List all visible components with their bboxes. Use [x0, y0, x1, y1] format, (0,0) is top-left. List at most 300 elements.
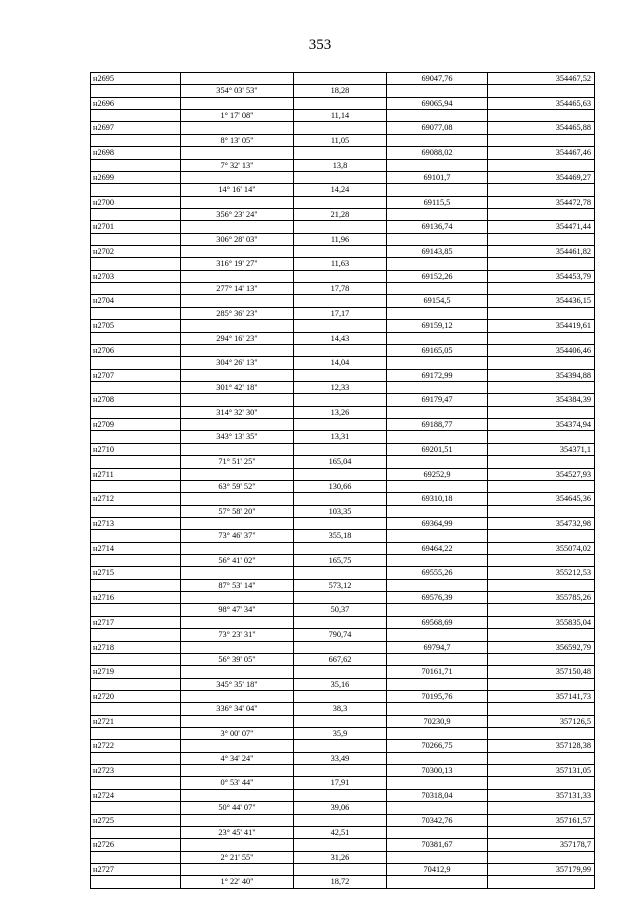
y-coordinate: 354527,93 [487, 469, 595, 480]
y-coordinate: 357141,73 [487, 691, 595, 702]
point-name: н2709 [90, 419, 180, 430]
distance-empty [293, 147, 386, 158]
distance: 42,51 [293, 827, 386, 838]
y-coordinate: 354467,52 [487, 73, 595, 84]
measurement-row [90, 282, 595, 294]
point-row [90, 393, 595, 405]
point-empty [90, 827, 180, 838]
x-coordinate: 69101,7 [386, 172, 487, 183]
y-coordinate: 356592,79 [487, 642, 595, 653]
x-coordinate: 69088,02 [386, 147, 487, 158]
measurement-row [90, 702, 595, 714]
measurement-row [90, 480, 595, 492]
angle-empty [180, 73, 293, 84]
x-empty [386, 110, 487, 121]
direction-angle: 294° 16' 23" [180, 333, 293, 344]
point-row [90, 294, 595, 306]
distance: 14,04 [293, 357, 386, 368]
measurement-row [90, 603, 595, 615]
point-name: н2724 [90, 790, 180, 801]
point-name: н2705 [90, 320, 180, 331]
angle-empty [180, 320, 293, 331]
y-empty [487, 506, 595, 517]
point-row [90, 97, 595, 109]
x-empty [386, 357, 487, 368]
y-coordinate: 354453,79 [487, 271, 595, 282]
y-empty [487, 753, 595, 764]
point-row [90, 863, 595, 875]
measurement-row [90, 579, 595, 591]
point-empty [90, 431, 180, 442]
y-empty [487, 530, 595, 541]
measurement-row [90, 307, 595, 319]
angle-empty [180, 617, 293, 628]
x-coordinate: 69172,99 [386, 370, 487, 381]
angle-empty [180, 221, 293, 232]
x-empty [386, 382, 487, 393]
x-empty [386, 333, 487, 344]
direction-angle: 316° 19' 27" [180, 258, 293, 269]
x-coordinate: 70342,76 [386, 815, 487, 826]
angle-empty [180, 493, 293, 504]
measurement-row [90, 257, 595, 269]
y-coordinate: 354371,1 [487, 444, 595, 455]
x-empty [386, 827, 487, 838]
x-coordinate: 69464,22 [386, 543, 487, 554]
angle-empty [180, 295, 293, 306]
measurement-row [90, 233, 595, 245]
x-coordinate: 69568,69 [386, 617, 487, 628]
point-empty [90, 629, 180, 640]
y-coordinate: 355785,26 [487, 592, 595, 603]
direction-angle: 23° 45' 41" [180, 827, 293, 838]
measurement-row [90, 208, 595, 220]
y-empty [487, 679, 595, 690]
distance: 11,63 [293, 258, 386, 269]
distance: 38,3 [293, 703, 386, 714]
angle-empty [180, 765, 293, 776]
angle-empty [180, 98, 293, 109]
direction-angle: 56° 39' 05" [180, 654, 293, 665]
distance: 14,43 [293, 333, 386, 344]
y-empty [487, 777, 595, 788]
x-empty [386, 530, 487, 541]
x-empty [386, 258, 487, 269]
distance: 31,26 [293, 852, 386, 863]
distance: 13,31 [293, 431, 386, 442]
angle-empty [180, 543, 293, 554]
point-name: н2702 [90, 246, 180, 257]
y-empty [487, 876, 595, 887]
distance: 18,28 [293, 85, 386, 96]
point-row [90, 517, 595, 529]
y-coordinate: 354374,94 [487, 419, 595, 430]
point-empty [90, 357, 180, 368]
x-empty [386, 431, 487, 442]
distance: 130,66 [293, 481, 386, 492]
point-name: н2708 [90, 394, 180, 405]
direction-angle: 336° 34' 04" [180, 703, 293, 714]
point-row [90, 146, 595, 158]
measurement-row [90, 159, 595, 171]
direction-angle: 98° 47' 34" [180, 604, 293, 615]
angle-empty [180, 642, 293, 653]
direction-angle: 7° 32' 13" [180, 160, 293, 171]
point-empty [90, 160, 180, 171]
point-empty [90, 184, 180, 195]
measurement-row [90, 776, 595, 788]
point-name: н2725 [90, 815, 180, 826]
x-empty [386, 209, 487, 220]
point-empty [90, 135, 180, 146]
x-coordinate: 69794,7 [386, 642, 487, 653]
y-coordinate: 357179,99 [487, 864, 595, 875]
y-empty [487, 555, 595, 566]
point-row [90, 418, 595, 430]
point-empty [90, 580, 180, 591]
point-empty [90, 481, 180, 492]
x-coordinate: 69077,08 [386, 122, 487, 133]
direction-angle: 71° 51' 25" [180, 456, 293, 467]
direction-angle: 345° 35' 18" [180, 679, 293, 690]
distance-empty [293, 691, 386, 702]
y-coordinate: 354467,46 [487, 147, 595, 158]
measurement-row [90, 183, 595, 195]
y-coordinate: 354732,98 [487, 518, 595, 529]
point-empty [90, 852, 180, 863]
y-empty [487, 654, 595, 665]
y-empty [487, 160, 595, 171]
point-name: н2704 [90, 295, 180, 306]
x-empty [386, 481, 487, 492]
x-empty [386, 85, 487, 96]
point-name: н2714 [90, 543, 180, 554]
measurement-row [90, 406, 595, 418]
point-empty [90, 110, 180, 121]
x-coordinate: 69159,12 [386, 320, 487, 331]
point-row [90, 641, 595, 653]
distance-empty [293, 469, 386, 480]
direction-angle: 4° 34' 24" [180, 753, 293, 764]
y-empty [487, 333, 595, 344]
distance: 103,35 [293, 506, 386, 517]
point-row [90, 591, 595, 603]
distance-empty [293, 765, 386, 776]
point-row [90, 764, 595, 776]
measurement-row [90, 381, 595, 393]
measurement-row [90, 134, 595, 146]
point-row [90, 344, 595, 356]
y-empty [487, 407, 595, 418]
distance: 667,62 [293, 654, 386, 665]
distance: 11,96 [293, 234, 386, 245]
point-name: н2722 [90, 740, 180, 751]
point-empty [90, 679, 180, 690]
point-name: н2718 [90, 642, 180, 653]
point-row [90, 542, 595, 554]
point-empty [90, 85, 180, 96]
point-empty [90, 604, 180, 615]
x-empty [386, 629, 487, 640]
distance-empty [293, 122, 386, 133]
y-coordinate: 357131,33 [487, 790, 595, 801]
distance-empty [293, 815, 386, 826]
y-empty [487, 827, 595, 838]
measurement-row [90, 505, 595, 517]
y-coordinate: 354469,27 [487, 172, 595, 183]
point-empty [90, 382, 180, 393]
point-name: н2711 [90, 469, 180, 480]
point-empty [90, 802, 180, 813]
measurement-row [90, 109, 595, 121]
direction-angle: 277° 14' 13" [180, 283, 293, 294]
y-empty [487, 456, 595, 467]
distance-empty [293, 73, 386, 84]
point-name: н2696 [90, 98, 180, 109]
angle-empty [180, 740, 293, 751]
point-empty [90, 876, 180, 887]
direction-angle: 356° 23' 24" [180, 209, 293, 220]
distance: 18,72 [293, 876, 386, 887]
point-empty [90, 728, 180, 739]
angle-empty [180, 370, 293, 381]
distance-empty [293, 518, 386, 529]
x-empty [386, 728, 487, 739]
distance-empty [293, 295, 386, 306]
distance: 11,05 [293, 135, 386, 146]
distance-empty [293, 98, 386, 109]
distance: 17,78 [293, 283, 386, 294]
x-coordinate: 69047,76 [386, 73, 487, 84]
x-coordinate: 69065,94 [386, 98, 487, 109]
point-empty [90, 753, 180, 764]
distance-empty [293, 345, 386, 356]
measurement-row [90, 801, 595, 813]
distance: 33,49 [293, 753, 386, 764]
x-coordinate: 70381,67 [386, 839, 487, 850]
point-row [90, 171, 595, 183]
x-empty [386, 580, 487, 591]
x-empty [386, 679, 487, 690]
angle-empty [180, 864, 293, 875]
direction-angle: 285° 36' 23" [180, 308, 293, 319]
direction-angle: 304° 26' 13" [180, 357, 293, 368]
measurement-row [90, 752, 595, 764]
point-empty [90, 555, 180, 566]
direction-angle: 301° 42' 18" [180, 382, 293, 393]
y-coordinate: 354645,36 [487, 493, 595, 504]
distance-empty [293, 642, 386, 653]
x-coordinate: 69115,5 [386, 197, 487, 208]
x-coordinate: 69179,47 [386, 394, 487, 405]
y-empty [487, 234, 595, 245]
x-empty [386, 160, 487, 171]
distance-empty [293, 666, 386, 677]
measurement-row [90, 356, 595, 368]
y-empty [487, 135, 595, 146]
point-empty [90, 234, 180, 245]
point-row [90, 739, 595, 751]
direction-angle: 1° 17' 08" [180, 110, 293, 121]
y-empty [487, 604, 595, 615]
distance-empty [293, 444, 386, 455]
x-empty [386, 654, 487, 665]
direction-angle: 63° 59' 52" [180, 481, 293, 492]
x-empty [386, 506, 487, 517]
y-empty [487, 580, 595, 591]
distance: 17,17 [293, 308, 386, 319]
y-coordinate: 354384,39 [487, 394, 595, 405]
point-name: н2707 [90, 370, 180, 381]
distance: 165,04 [293, 456, 386, 467]
x-empty [386, 456, 487, 467]
point-row [90, 492, 595, 504]
measurement-row [90, 529, 595, 541]
distance-empty [293, 740, 386, 751]
distance-empty [293, 790, 386, 801]
angle-empty [180, 271, 293, 282]
angle-empty [180, 790, 293, 801]
direction-angle: 3° 00' 07" [180, 728, 293, 739]
point-row [90, 220, 595, 232]
y-coordinate: 357126,5 [487, 716, 595, 727]
y-coordinate: 354465,63 [487, 98, 595, 109]
point-name: н2706 [90, 345, 180, 356]
y-coordinate: 357178,7 [487, 839, 595, 850]
distance-empty [293, 839, 386, 850]
y-coordinate: 354406,46 [487, 345, 595, 356]
x-coordinate: 70318,04 [386, 790, 487, 801]
point-row [90, 121, 595, 133]
angle-empty [180, 394, 293, 405]
measurement-row [90, 875, 595, 888]
y-coordinate: 354465,88 [487, 122, 595, 133]
distance-empty [293, 246, 386, 257]
point-row [90, 468, 595, 480]
y-empty [487, 184, 595, 195]
x-empty [386, 234, 487, 245]
distance-empty [293, 320, 386, 331]
y-coordinate: 354461,82 [487, 246, 595, 257]
y-coordinate: 355074,02 [487, 543, 595, 554]
y-empty [487, 852, 595, 863]
angle-empty [180, 839, 293, 850]
y-empty [487, 85, 595, 96]
x-coordinate: 70230,9 [386, 716, 487, 727]
point-name: н2726 [90, 839, 180, 850]
y-empty [487, 283, 595, 294]
direction-angle: 343° 13' 35" [180, 431, 293, 442]
x-empty [386, 135, 487, 146]
distance-empty [293, 592, 386, 603]
angle-empty [180, 592, 293, 603]
y-empty [487, 728, 595, 739]
x-coordinate: 70300,13 [386, 765, 487, 776]
point-empty [90, 308, 180, 319]
x-coordinate: 69201,51 [386, 444, 487, 455]
point-row [90, 369, 595, 381]
point-name: н2713 [90, 518, 180, 529]
direction-angle: 1° 22' 40" [180, 876, 293, 887]
direction-angle: 56° 41' 02" [180, 555, 293, 566]
point-name: н2719 [90, 666, 180, 677]
distance: 35,9 [293, 728, 386, 739]
point-row [90, 616, 595, 628]
y-coordinate: 357131,05 [487, 765, 595, 776]
point-row [90, 690, 595, 702]
angle-empty [180, 197, 293, 208]
direction-angle: 314° 32' 30" [180, 407, 293, 418]
angle-empty [180, 716, 293, 727]
measurement-row [90, 430, 595, 442]
direction-angle: 73° 23' 31" [180, 629, 293, 640]
point-row [90, 789, 595, 801]
point-row [90, 196, 595, 208]
y-empty [487, 802, 595, 813]
y-coordinate: 355212,53 [487, 567, 595, 578]
point-name: н2720 [90, 691, 180, 702]
point-name: н2723 [90, 765, 180, 776]
point-name: н2700 [90, 197, 180, 208]
distance: 355,18 [293, 530, 386, 541]
x-empty [386, 852, 487, 863]
point-empty [90, 209, 180, 220]
measurement-row [90, 554, 595, 566]
x-empty [386, 876, 487, 887]
angle-empty [180, 518, 293, 529]
distance: 17,91 [293, 777, 386, 788]
measurement-row [90, 826, 595, 838]
point-empty [90, 283, 180, 294]
y-empty [487, 703, 595, 714]
angle-empty [180, 246, 293, 257]
point-name: н2701 [90, 221, 180, 232]
y-empty [487, 431, 595, 442]
point-row [90, 566, 595, 578]
point-row [90, 270, 595, 282]
x-coordinate: 69576,39 [386, 592, 487, 603]
y-empty [487, 258, 595, 269]
point-name: н2710 [90, 444, 180, 455]
y-coordinate: 354471,44 [487, 221, 595, 232]
x-empty [386, 604, 487, 615]
point-name: н2716 [90, 592, 180, 603]
point-name: н2697 [90, 122, 180, 133]
distance: 12,33 [293, 382, 386, 393]
angle-empty [180, 469, 293, 480]
direction-angle: 0° 53' 44" [180, 777, 293, 788]
distance-empty [293, 419, 386, 430]
point-row [90, 665, 595, 677]
point-name: н2703 [90, 271, 180, 282]
distance-empty [293, 864, 386, 875]
x-empty [386, 703, 487, 714]
measurement-row [90, 727, 595, 739]
x-empty [386, 555, 487, 566]
distance-empty [293, 493, 386, 504]
point-empty [90, 456, 180, 467]
x-coordinate: 69154,5 [386, 295, 487, 306]
angle-empty [180, 666, 293, 677]
point-empty [90, 506, 180, 517]
distance-empty [293, 221, 386, 232]
x-coordinate: 69188,77 [386, 419, 487, 430]
distance-empty [293, 172, 386, 183]
point-name: н2712 [90, 493, 180, 504]
distance: 790,74 [293, 629, 386, 640]
x-coordinate: 69143,85 [386, 246, 487, 257]
distance: 50,37 [293, 604, 386, 615]
